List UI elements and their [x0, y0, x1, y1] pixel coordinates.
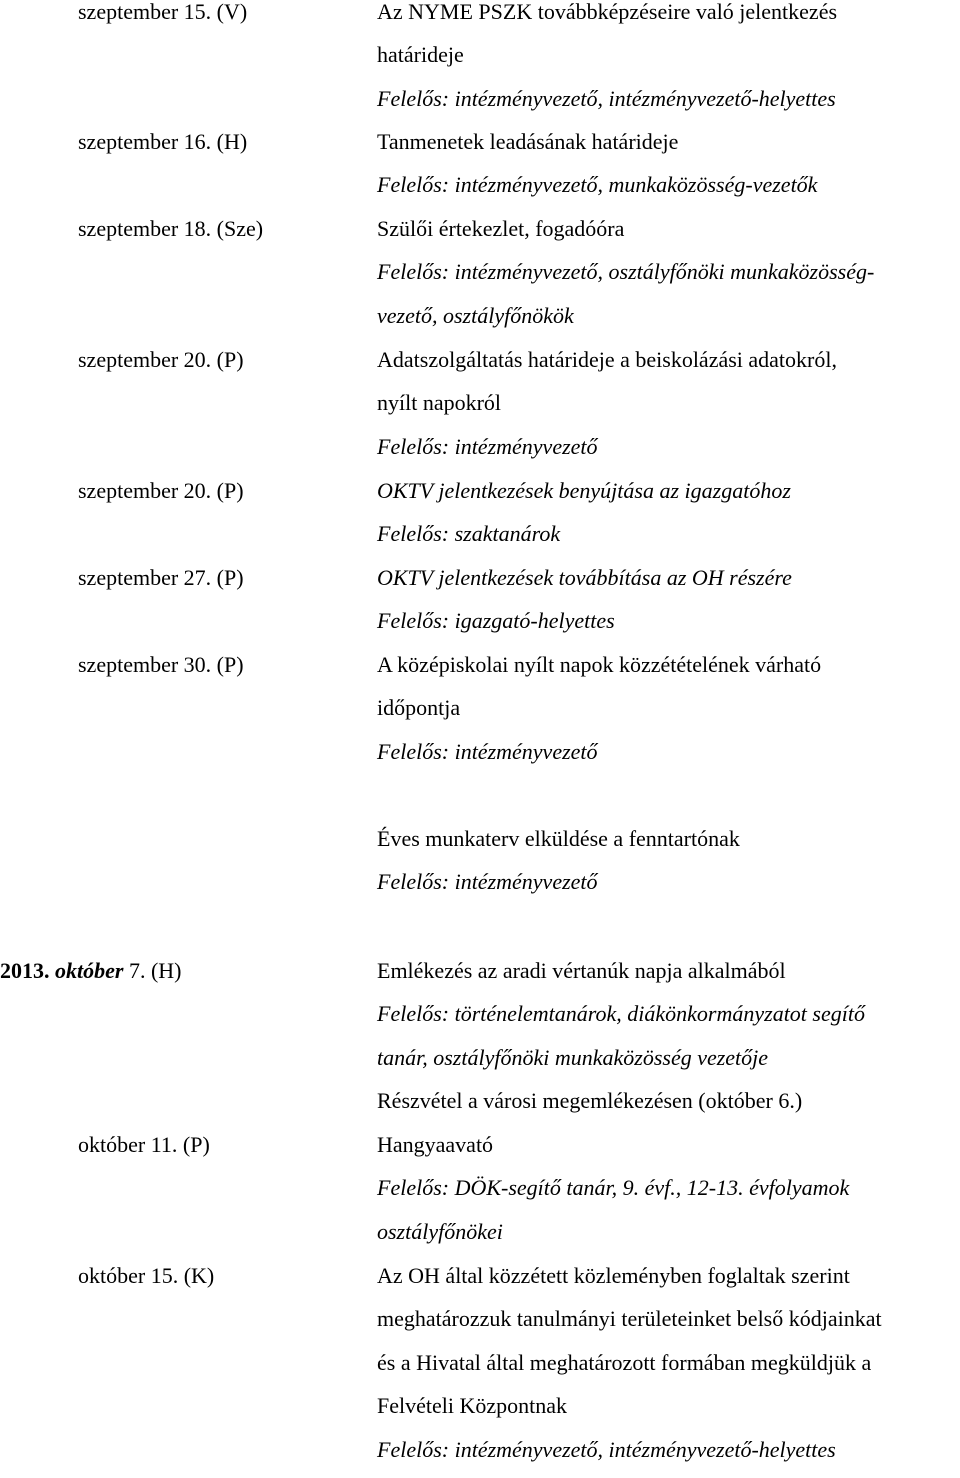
responsible-line: Felelős: történelemtanárok, diákönkormányzatot segítő	[377, 1001, 865, 1027]
entry-line: Részvétel a városi megemlékezésen (október 6.)	[377, 1088, 803, 1114]
responsible-line: Felelős: igazgató-helyettes	[377, 608, 615, 634]
entry-line: Emlékezés az aradi vértanúk napja alkalmából	[377, 958, 786, 983]
entry-content	[377, 0, 960, 127]
entry-line: nyílt napokról	[377, 390, 502, 416]
entry-line: Adatszolgáltatás határideje a beiskolázási adatokról,	[377, 347, 837, 372]
entry-content	[377, 345, 960, 475]
entry-date: szeptember 18. (Sze)	[78, 216, 264, 241]
entry-line: OKTV jelentkezések továbbítása az OH részére	[377, 565, 792, 590]
entry-content	[377, 1261, 960, 1478]
entry-line: Tanmenetek leadásának határideje	[377, 129, 679, 154]
entry-content	[377, 476, 960, 563]
entry-line: határideje	[377, 42, 464, 68]
responsible-line: Felelős: intézményvezető	[377, 433, 598, 459]
responsible-line: Felelős: intézményvezető	[377, 869, 598, 895]
responsible-line: osztályfőnökei	[377, 1218, 503, 1244]
entry-line: Felvételi Központnak	[377, 1393, 568, 1419]
entry-content	[377, 563, 960, 650]
date-month: október	[55, 958, 124, 983]
entry-date	[0, 956, 182, 986]
entry-line: OKTV jelentkezések benyújtása az igazgatóhoz	[377, 478, 791, 503]
entry-content	[377, 214, 960, 344]
date-rest: 7. (H)	[123, 958, 182, 983]
entry-line: Szülői értekezlet, fogadóóra	[377, 216, 625, 241]
entry-line: időpontja	[377, 695, 461, 721]
responsible-line: tanár, osztályfőnöki munkaközösség vezetője	[377, 1044, 769, 1070]
entry-content	[377, 824, 960, 911]
entry-line: Az NYME PSZK továbbképzéseire való jelentkezés	[377, 0, 838, 24]
entry-date: szeptember 20. (P)	[78, 478, 244, 503]
responsible-line: Felelős: intézményvezető, munkaközösség-vezetők	[377, 172, 818, 198]
responsible-line: Felelős: intézményvezető, osztályfőnöki munkaközösség-	[377, 259, 875, 285]
entry-date: szeptember 15. (V)	[78, 0, 248, 24]
responsible-line: Felelős: intézményvezető, intézményvezető-helyettes	[377, 1436, 836, 1462]
entry-line: Az OH által közzétett közleményben foglaltak szerint	[377, 1263, 850, 1288]
entry-content	[377, 956, 960, 1130]
entry-line: Hangyaavató	[377, 1132, 494, 1157]
entry-content	[377, 650, 960, 780]
entry-line: Éves munkaterv elküldése a fenntartónak	[377, 826, 740, 851]
entry-line: és a Hivatal által meghatározott formában megküldjük a	[377, 1349, 872, 1375]
entry-date: szeptember 20. (P)	[78, 347, 244, 372]
entry-date: szeptember 30. (P)	[78, 652, 244, 677]
entry-line: meghatározzuk tanulmányi területeinket belső kódjainkat	[377, 1306, 882, 1332]
responsible-line: Felelős: intézményvezető	[377, 738, 598, 764]
entry-line: A középiskolai nyílt napok közzétételének várható	[377, 652, 822, 677]
responsible-line: Felelős: DÖK-segítő tanár, 9. évf., 12-13. évfolyamok	[377, 1175, 850, 1201]
entry-date: október 15. (K)	[78, 1263, 215, 1288]
entry-content	[377, 1130, 960, 1260]
responsible-line: vezető, osztályfőnökök	[377, 302, 574, 328]
responsible-line: Felelős: intézményvezető, intézményvezető-helyettes	[377, 85, 836, 111]
entry-date: október 11. (P)	[78, 1132, 210, 1157]
entry-date: szeptember 16. (H)	[78, 129, 248, 154]
entry-content	[377, 127, 960, 214]
entry-date: szeptember 27. (P)	[78, 565, 244, 590]
date-year: 2013.	[0, 958, 50, 983]
responsible-line: Felelős: szaktanárok	[377, 521, 561, 547]
